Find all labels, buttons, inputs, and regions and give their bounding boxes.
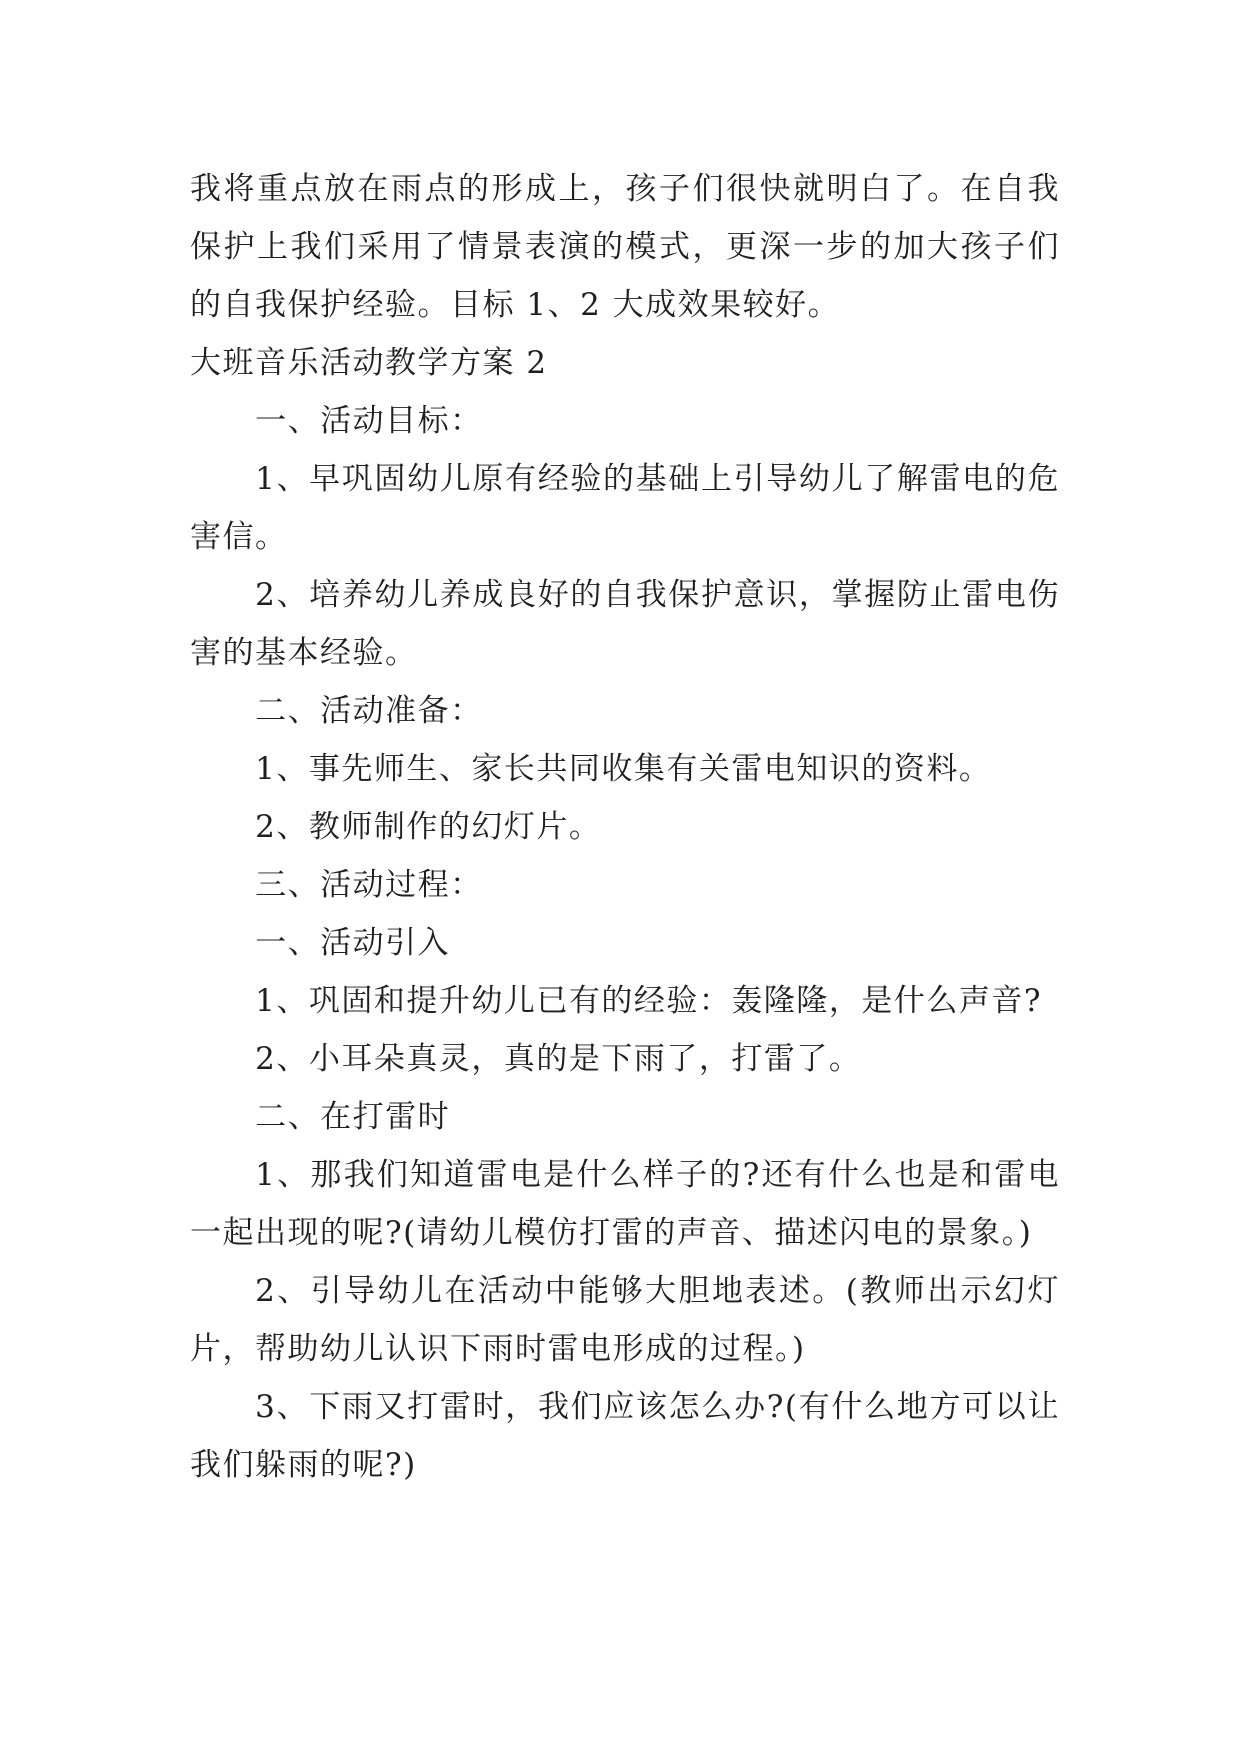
- goals-heading: 一、活动目标：: [255, 403, 483, 439]
- thunder-item-2: 2、引导幼儿在活动中能够大胆地表述。(教师出示幻灯片，帮助幼儿认识下雨时雷电形成的过程。): [190, 1273, 1060, 1367]
- intro-activity-heading: 一、活动引入: [255, 925, 451, 961]
- intro-paragraph: 我将重点放在雨点的形成上，孩子们很快就明白了。在自我保护上我们采用了情景表演的模式，更深一步的加大孩子们的自我保护经验。目标 1、2 大成效果较好。: [190, 171, 1060, 323]
- intro-activity-item-1: 1、巩固和提升幼儿已有的经验：轰隆隆，是什么声音?: [255, 983, 1042, 1019]
- goal-item-1: 1、早巩固幼儿原有经验的基础上引导幼儿了解雷电的危害信。: [190, 461, 1060, 555]
- section-title: 大班音乐活动教学方案 2: [190, 345, 548, 381]
- intro-activity-item-2: 2、小耳朵真灵，真的是下雨了，打雷了。: [255, 1041, 862, 1077]
- preparation-item-2: 2、教师制作的幻灯片。: [255, 809, 602, 845]
- process-heading: 三、活动过程：: [255, 867, 483, 903]
- preparation-heading: 二、活动准备：: [255, 693, 483, 729]
- goal-item-2: 2、培养幼儿养成良好的自我保护意识，掌握防止雷电伤害的基本经验。: [190, 577, 1060, 671]
- document-body: [190, 160, 1060, 1494]
- thunder-item-3: 3、下雨又打雷时，我们应该怎么办?(有什么地方可以让我们躲雨的呢?): [190, 1389, 1060, 1483]
- thunder-item-1: 1、那我们知道雷电是什么样子的?还有什么也是和雷电一起出现的呢?(请幼儿模仿打雷的声音、描述闪电的景象。): [190, 1157, 1060, 1251]
- thunder-heading: 二、在打雷时: [255, 1099, 451, 1135]
- preparation-item-1: 1、事先师生、家长共同收集有关雷电知识的资料。: [255, 751, 992, 787]
